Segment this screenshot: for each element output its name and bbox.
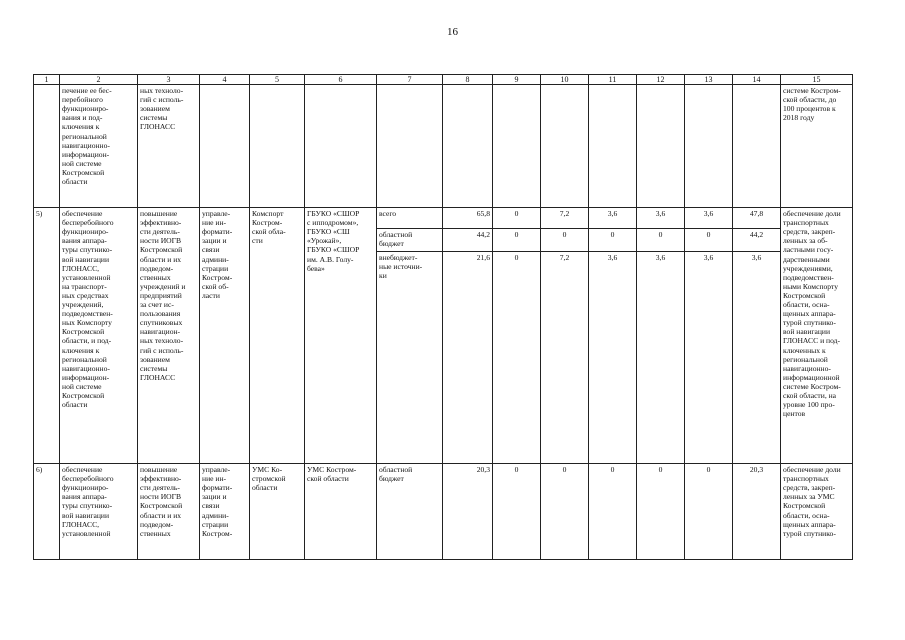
program-table xyxy=(33,74,853,560)
value-regional: 44,2 xyxy=(443,228,492,250)
value-total: 47,8 xyxy=(749,209,764,219)
responsible-cell: управле- ние ин- формати- зации и связи админи- страции Костром- xyxy=(200,464,250,560)
purpose-cell: повышение эффективно- сти деятель- ности ИОГВ Костромской области и их подведом- ственных учреждений и предприятий за счет ис- пользования спутниковых навигацион- ных техноло- гий с исполь- зованием системы ГЛОНАСС xyxy=(138,208,200,464)
row-number-cell: 6) xyxy=(34,464,60,560)
value-total: 65,8 xyxy=(476,209,490,219)
header-cell: 12 xyxy=(637,75,685,85)
value-total-cell: 20,3 xyxy=(443,464,493,560)
source-total: всего xyxy=(379,209,397,219)
value-extrabudget: 7,2 xyxy=(541,251,588,262)
table-row-6 xyxy=(34,464,853,560)
row-number-cell xyxy=(34,85,60,208)
value-regional: 0 xyxy=(493,228,540,250)
header-cell: 2 xyxy=(60,75,138,85)
header-cell: 7 xyxy=(377,75,443,85)
value-total: 3,6 xyxy=(655,209,666,219)
source-cell xyxy=(377,208,443,464)
header-cell: 5 xyxy=(250,75,305,85)
value-cell xyxy=(541,85,589,208)
header-row xyxy=(34,75,853,85)
value-extrabudget: 3,6 xyxy=(637,251,684,262)
measure-cell: обеспечение бесперебойного функциониро- вания аппара- туры спутнико- вой навигации ГЛОНАСС, установленной на транспорт- ных средствах учреждений, подведомствен- ных Комспорту Костромской области, и под- ключения к региональной навигационно- информацион- ной системе Костромской области xyxy=(60,208,138,464)
value-total: 3,6 xyxy=(607,209,618,219)
purpose-cell: ных техноло- гий с исполь- зованием системы ГЛОНАСС xyxy=(138,85,200,208)
value-cell xyxy=(443,85,493,208)
source-extrabudgetary: внебюджет- ные источни- ки xyxy=(377,251,442,280)
value-year-cell xyxy=(541,208,589,464)
header-cell: 8 xyxy=(443,75,493,85)
coexecutor-cell xyxy=(250,85,305,208)
value-year-cell xyxy=(685,208,733,464)
value-cell xyxy=(493,85,541,208)
header-cell: 3 xyxy=(138,75,200,85)
table-row-5 xyxy=(34,208,853,464)
source-cell xyxy=(377,85,443,208)
value-regional: 0 xyxy=(685,228,732,250)
value-total-cell xyxy=(443,208,493,464)
value-extrabudget: 0 xyxy=(493,251,540,262)
value-regional: 0 xyxy=(541,228,588,250)
header-cell: 13 xyxy=(685,75,733,85)
value-extrabudget: 3,6 xyxy=(733,251,780,262)
responsible-cell: управле- ние ин- формати- зации и связи админи- страции Костром- ской об- ласти xyxy=(200,208,250,464)
table-row-continuation xyxy=(34,85,853,208)
header-cell: 6 xyxy=(305,75,377,85)
measure-cell: печение ее бес- перебойного функциониро- вания и под- ключения к региональной навигационно- информацион- ной системе Костромской области xyxy=(60,85,138,208)
value-year-cell: 0 xyxy=(685,464,733,560)
value-cell xyxy=(685,85,733,208)
responsible-cell xyxy=(200,85,250,208)
value-total: 7,2 xyxy=(559,209,570,219)
page-number: 16 xyxy=(447,26,458,38)
source-regional-budget: областной бюджет xyxy=(377,228,442,250)
header-cell: 1 xyxy=(34,75,60,85)
header-cell: 15 xyxy=(781,75,853,85)
value-cell xyxy=(637,85,685,208)
header-cell: 11 xyxy=(589,75,637,85)
value-year-cell: 0 xyxy=(637,464,685,560)
participant-cell: ГБУКО «СШОР с ипподромом», ГБУКО «СШ «Урожай», ГБУКО «СШОР им. А.В. Голу- бева» xyxy=(305,208,377,464)
header-cell: 9 xyxy=(493,75,541,85)
value-regional: 0 xyxy=(637,228,684,250)
value-year-cell: 0 xyxy=(493,464,541,560)
value-year-cell: 0 xyxy=(589,464,637,560)
header-cell: 10 xyxy=(541,75,589,85)
row-number-cell: 5) xyxy=(34,208,60,464)
value-regional: 44,2 xyxy=(733,228,780,250)
participant-cell: УМС Костром- ской области xyxy=(305,464,377,560)
value-extrabudget: 3,6 xyxy=(685,251,732,262)
result-cell: обеспечение доли транспортных средств, закреп- ленных за УМС Костромской области, осна- щенных аппара- турой спутнико- xyxy=(781,464,853,560)
value-year-cell xyxy=(589,208,637,464)
participant-cell xyxy=(305,85,377,208)
header-cell: 4 xyxy=(200,75,250,85)
value-year-cell: 0 xyxy=(541,464,589,560)
measure-cell: обеспечение бесперебойного функциониро- вания аппара- туры спутнико- вой навигации ГЛОНАСС, установленной xyxy=(60,464,138,560)
header-cell: 14 xyxy=(733,75,781,85)
result-cell: системе Костром- ской области, до 100 процентов к 2018 году xyxy=(781,85,853,208)
value-year-cell: 20,3 xyxy=(733,464,781,560)
value-year-cell xyxy=(493,208,541,464)
purpose-cell: повышение эффективно- сти деятель- ности ИОГВ Костромской области и их подведом- ственных xyxy=(138,464,200,560)
value-year-cell xyxy=(637,208,685,464)
value-total: 3,6 xyxy=(703,209,714,219)
value-regional: 0 xyxy=(589,228,636,250)
value-total: 0 xyxy=(514,209,519,219)
result-cell: обеспечение доли транспортных средств, закреп- ленных за об- ластными госу- дарственными учреждениями, подведомствен- ными Комспорту Костромской области, осна- щенных аппара- турой спутнико- вой навигации ГЛОНАСС и под- ключенных к региональной навигационно- информационной системе Костром- ской области, на уровне 100 про- центов xyxy=(781,208,853,464)
value-cell xyxy=(589,85,637,208)
coexecutor-cell: Комспорт Костром- ской обла- сти xyxy=(250,208,305,464)
coexecutor-cell: УМС Ко- стромской области xyxy=(250,464,305,560)
value-year-cell xyxy=(733,208,781,464)
source-cell: областной бюджет xyxy=(377,464,443,560)
value-cell xyxy=(733,85,781,208)
value-extrabudget: 3,6 xyxy=(589,251,636,262)
value-extrabudget: 21,6 xyxy=(443,251,492,262)
